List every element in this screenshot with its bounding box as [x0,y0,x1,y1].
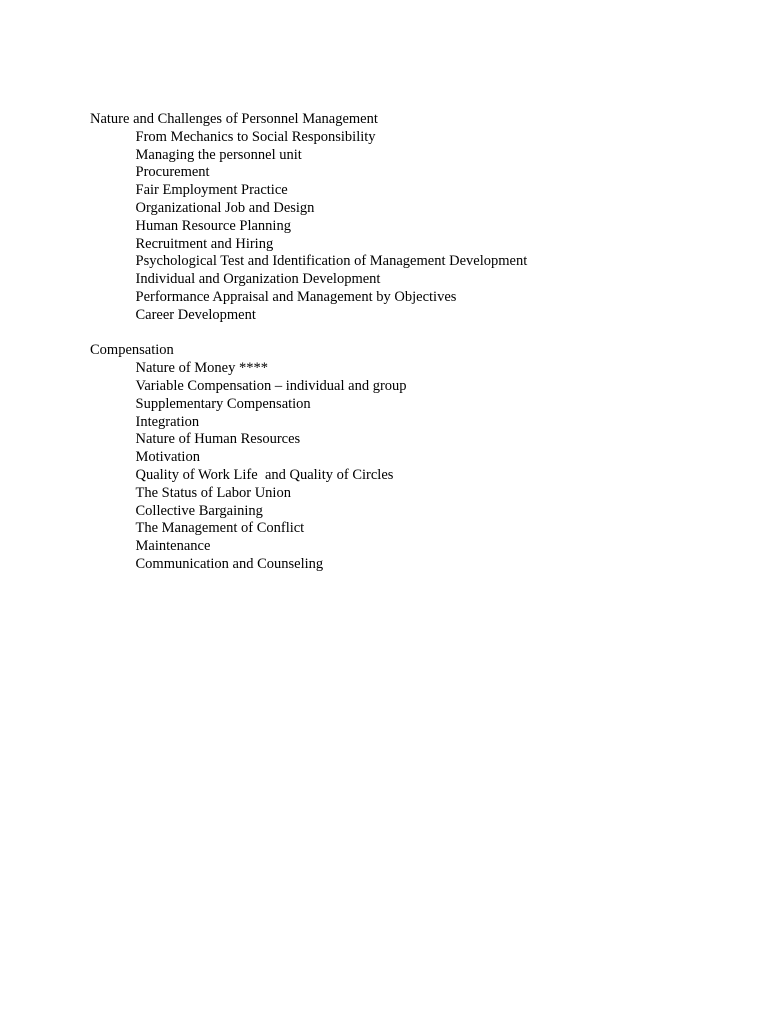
topic-list [90,129,730,325]
topic-item: Human Resource Planning [135,217,291,234]
topic-item: Psychological Test and Identification of Management Development [135,253,528,270]
topic-item: The Management of Conflict [135,520,305,537]
topic-list [90,360,730,574]
topic-item: Individual and Organization Development [135,271,381,288]
topic-item: Nature of Money **** [135,360,268,377]
topic-item: Performance Appraisal and Management by Objectives [135,288,457,305]
topic-item: Organizational Job and Design [135,199,315,216]
topic-item: Variable Compensation – individual and group [135,377,407,394]
topic-item: Communication and Counseling [135,555,324,572]
topic-item: Procurement [135,164,210,181]
topic-item: Integration [135,413,200,430]
topic-item: Collective Bargaining [135,502,263,519]
topic-item: Managing the personnel unit [135,146,302,163]
topic-item: Career Development [135,306,256,323]
topic-item: Maintenance [135,538,211,555]
course-outline [90,111,730,574]
section-heading: Compensation [90,342,174,359]
section-heading: Nature and Challenges of Personnel Management [90,111,378,127]
topic-item: From Mechanics to Social Responsibility [135,128,376,145]
topic-item: The Status of Labor Union [135,484,291,501]
topic-item: Supplementary Compensation [135,395,311,412]
topic-item: Quality of Work Life and Quality of Circles [135,466,394,483]
section-personnel-management [90,111,730,325]
topic-item: Fair Employment Practice [135,182,288,199]
section-compensation [90,342,730,573]
topic-item: Recruitment and Hiring [135,235,274,252]
topic-item: Motivation [135,449,200,466]
topic-item: Nature of Human Resources [135,431,301,448]
